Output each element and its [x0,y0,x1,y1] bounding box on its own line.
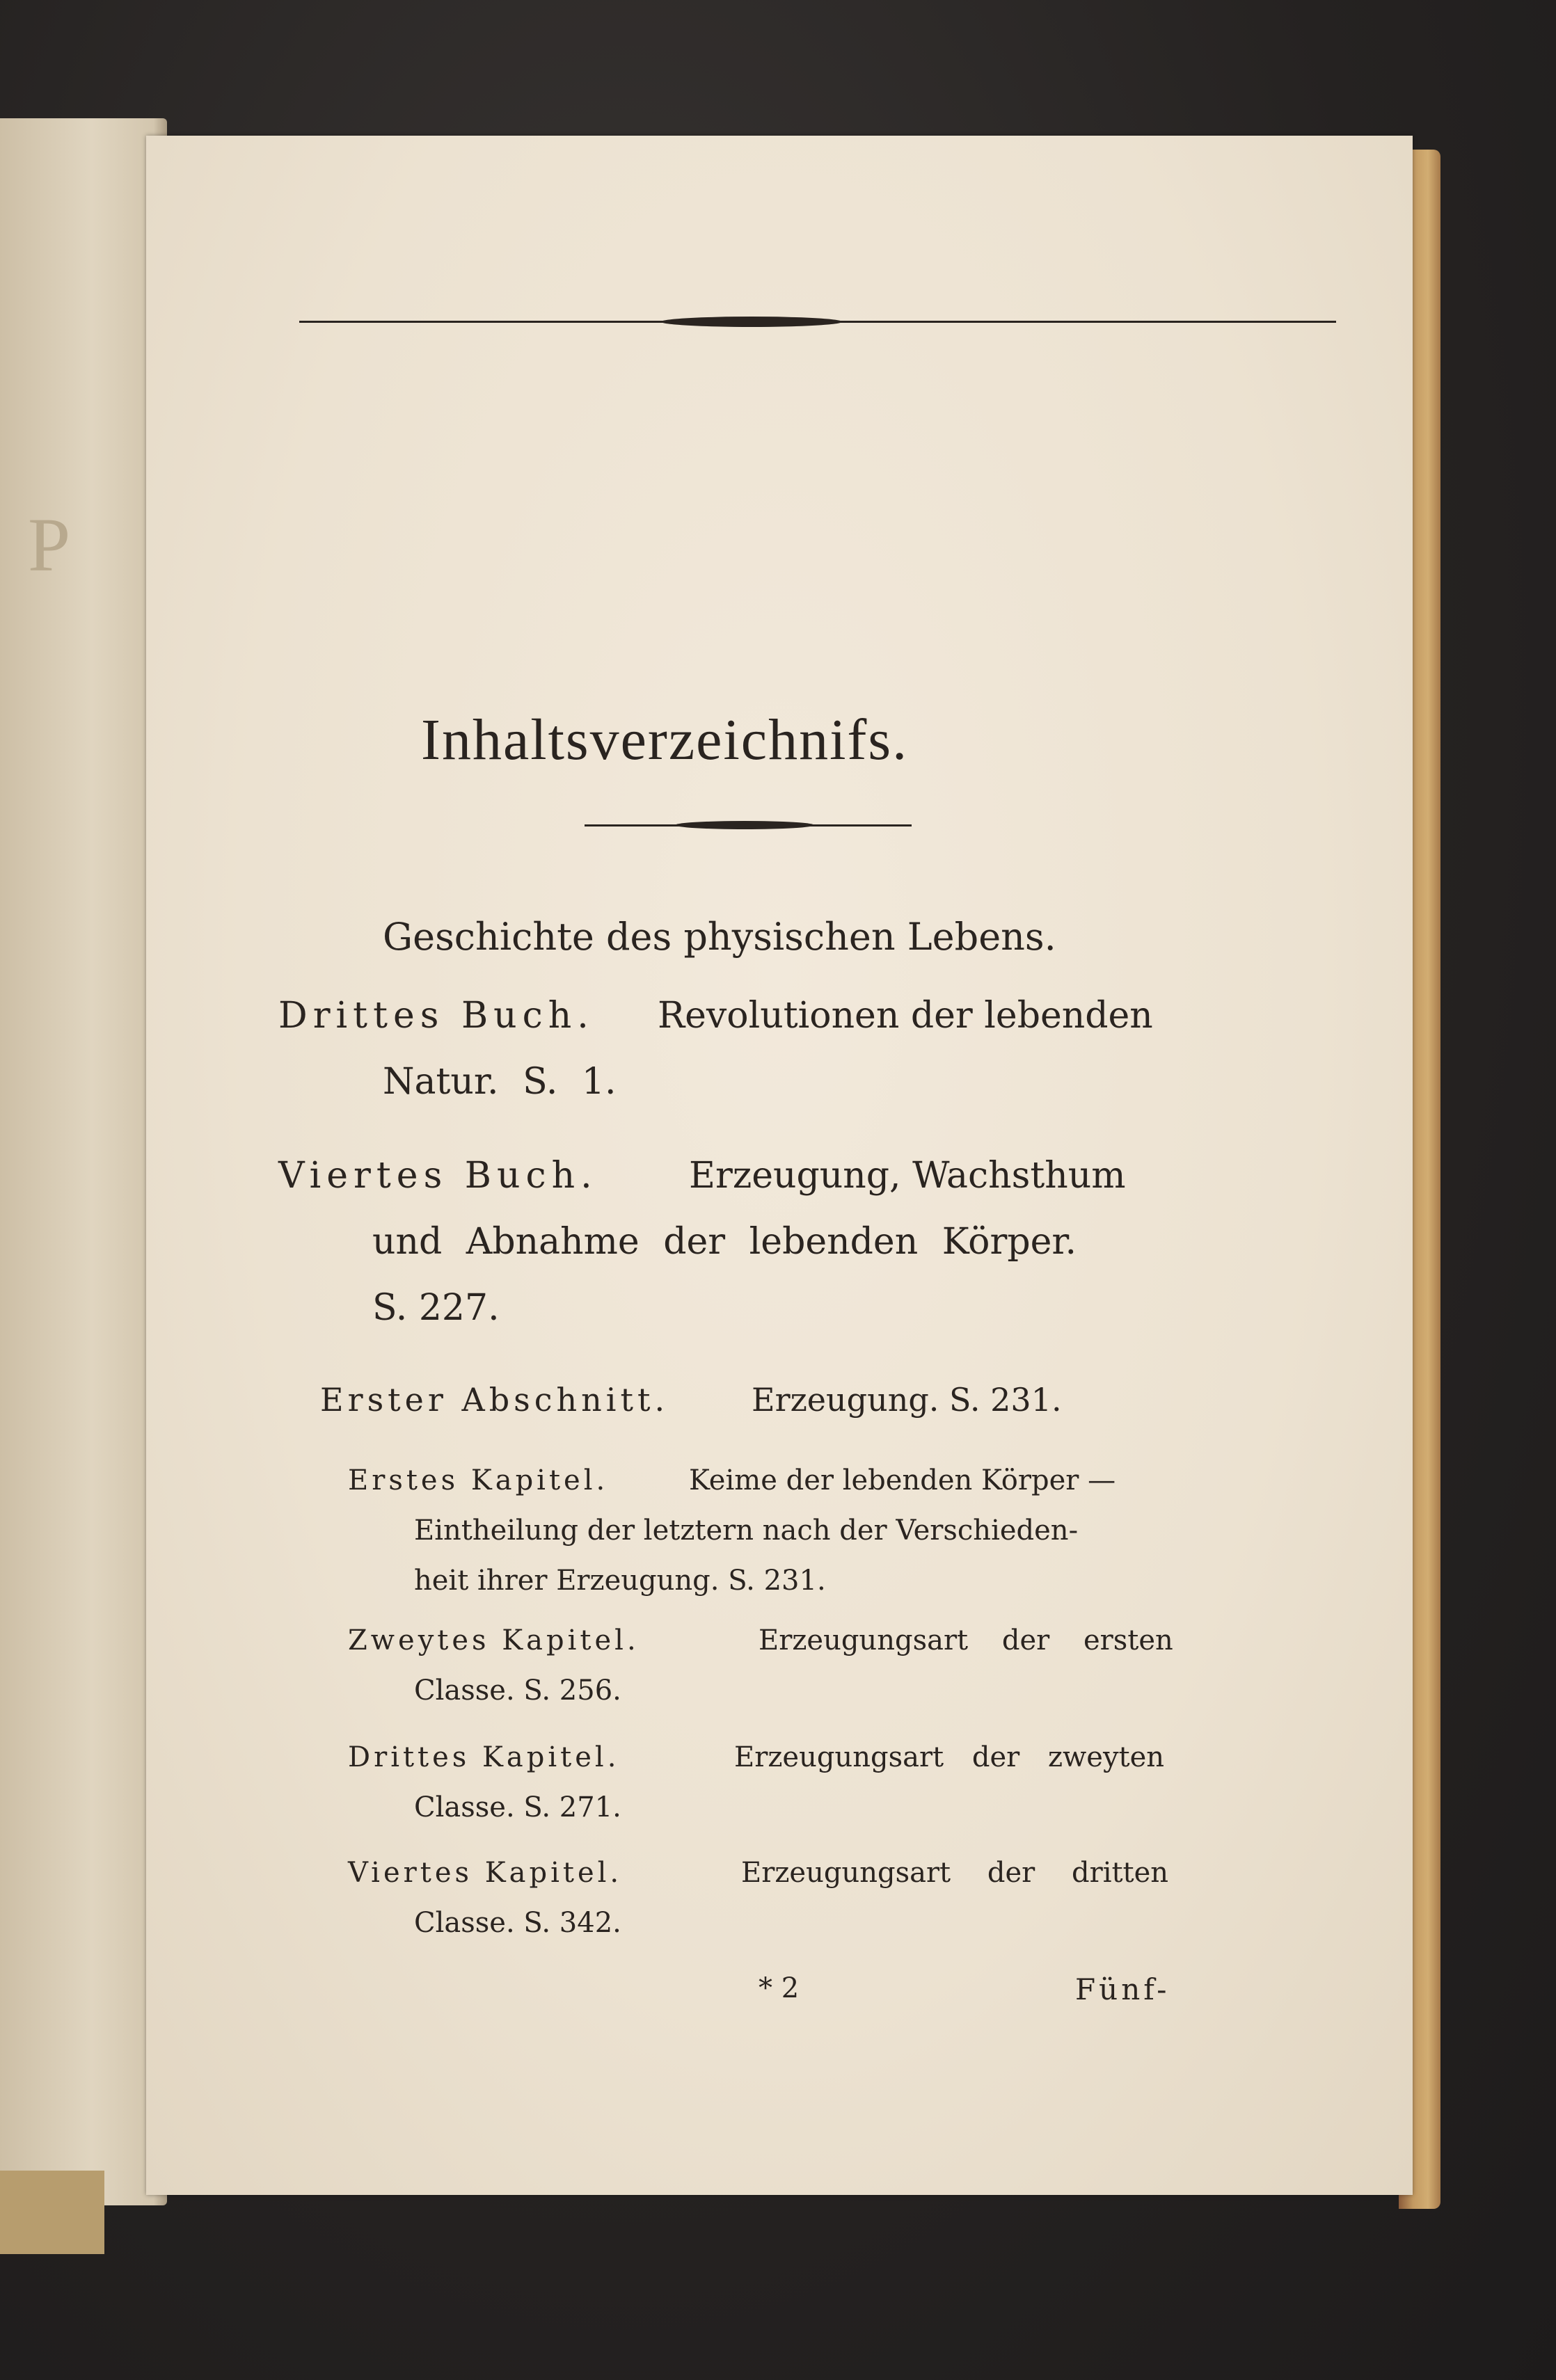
section-label: Erster Abschnitt. [320,1381,669,1419]
chapter-label: Viertes Kapitel. [348,1857,623,1889]
section-text: Erzeugung. S. 231. [752,1381,1062,1419]
chapter-text: Classe. S. 271. [414,1791,621,1823]
book-page [146,136,1413,2195]
chapter-text: Eintheilung der letztern nach der Verschieden- [414,1515,1079,1547]
chapter-label: Zweytes Kapitel. [348,1624,640,1656]
chapter-text: heit ihrer Erzeugung. S. 231. [414,1565,826,1597]
chapter-label: Drittes Kapitel. [348,1741,620,1773]
catchword: Fünf- [1075,1972,1170,2006]
chapter-text: Erzeugungsart der ersten [759,1624,1173,1656]
entry-text: S. 227. [372,1287,500,1329]
chapter-text: Keime der lebenden Körper — [689,1464,1116,1496]
top-rule-ornament [661,317,842,327]
entry-text: Natur. S. 1. [383,1061,617,1103]
left-page [0,118,167,2205]
entry-text: Erzeugung, Wachsthum [689,1155,1126,1197]
entry-text: Revolutionen der lebenden [658,995,1153,1037]
left-page-edge [0,2171,104,2254]
entry-text: und Abnahme der lebenden Körper. [372,1221,1077,1263]
chapter-text: Classe. S. 342. [414,1907,621,1939]
entry-label: Viertes Buch. [278,1155,598,1197]
page-title: Inhaltsverzeichnifs. [421,708,909,772]
chapter-text: Classe. S. 256. [414,1675,621,1707]
title-rule-ornament [675,821,814,829]
subtitle: Geschichte des physischen Lebens. [383,915,1056,959]
left-page-fragment: P [28,502,71,587]
chapter-text: Erzeugungsart der zweyten [734,1741,1165,1773]
entry-label: Drittes Buch. [278,995,594,1037]
chapter-text: Erzeugungsart der dritten [741,1857,1169,1889]
signature-mark: * 2 [759,1972,800,2004]
chapter-label: Erstes Kapitel. [348,1464,609,1496]
